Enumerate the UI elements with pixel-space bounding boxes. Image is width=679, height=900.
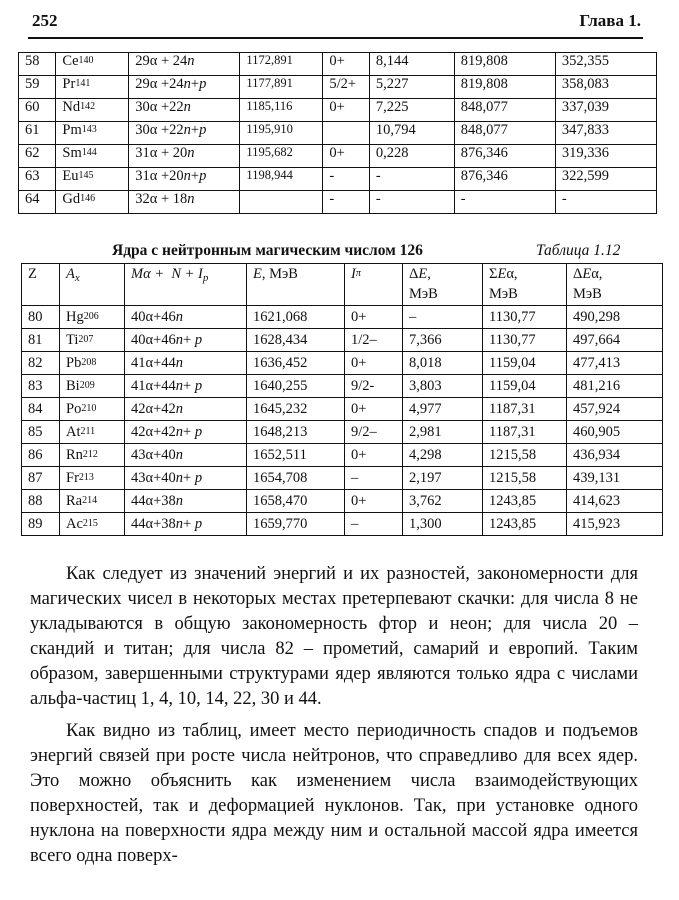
cell-sum-e-alpha: 819,808 [454, 53, 555, 76]
table-row [19, 76, 657, 99]
nuclei-table-continued [18, 52, 657, 214]
cell-energy: 1621,068 [247, 306, 345, 329]
cell-delta-e: 1,300 [403, 513, 483, 536]
cell-delta-e: 2,981 [403, 421, 483, 444]
cell-delta-e-alpha: 436,934 [567, 444, 663, 467]
cell-composition: 41α+44n+ p [125, 375, 247, 398]
cell-composition: 30α +22n+p [129, 122, 240, 145]
paragraph: Как следует из значений энергий и их разностей, закономерности для магических чисел в некоторых местах претерпевают скачки: для числа 8 не укладываются в общую закономерность фтор и неон; для числа 20 – скандий и титан; для числа 82 – прометий, самарий и европий. Таким образом, завершенными структурами ядер являются только ядра с числами альфа-частиц 1, 4, 10, 14, 22, 30 и 44. [30, 564, 638, 709]
table-row [22, 352, 663, 375]
cell-spin: 0+ [345, 490, 403, 513]
cell-z: 83 [22, 375, 60, 398]
cell-sum-e-alpha: 1215,58 [483, 467, 567, 490]
cell-energy: 1640,255 [247, 375, 345, 398]
cell-delta-e: 7,366 [403, 329, 483, 352]
cell-element [60, 421, 125, 444]
cell-composition: 32α + 18n [129, 191, 240, 214]
cell-composition: 29α +24n+p [129, 76, 240, 99]
table-caption-number: Таблица 1.12 [536, 242, 621, 259]
table-row [19, 168, 657, 191]
page-number: 252 [32, 11, 58, 30]
cell-z: 82 [22, 352, 60, 375]
cell-element [60, 398, 125, 421]
cell-z: 87 [22, 467, 60, 490]
cell-element [60, 375, 125, 398]
cell-delta-e-alpha: 322,599 [555, 168, 656, 191]
cell-spin: – [345, 467, 403, 490]
cell-sum-e-alpha: 848,077 [454, 122, 555, 145]
cell-spin: 1/2– [345, 329, 403, 352]
cell-z: 58 [19, 53, 56, 76]
table-row [22, 398, 663, 421]
cell-delta-e: 0,228 [369, 145, 454, 168]
cell-delta-e-alpha: 415,923 [567, 513, 663, 536]
magic-number-126-table [21, 263, 663, 536]
cell-energy: 1652,511 [247, 444, 345, 467]
cell-delta-e: 10,794 [369, 122, 454, 145]
mass-number: 206 [83, 311, 99, 322]
table-row [22, 513, 663, 536]
cell-energy: 1172,891 [240, 53, 323, 76]
cell-sum-e-alpha: - [454, 191, 555, 214]
cell-delta-e-alpha: 490,298 [567, 306, 663, 329]
header-ax: $A_x$ [60, 264, 125, 306]
cell-z: 84 [22, 398, 60, 421]
element-symbol: Ac [66, 516, 83, 532]
cell-element [56, 53, 129, 76]
cell-spin: 0+ [323, 99, 370, 122]
cell-sum-e-alpha: 1159,04 [483, 352, 567, 375]
cell-spin [323, 122, 370, 145]
cell-element [60, 352, 125, 375]
cell-z: 85 [22, 421, 60, 444]
cell-energy: 1195,682 [240, 145, 323, 168]
mass-number: 211 [80, 426, 96, 437]
cell-z: 81 [22, 329, 60, 352]
mass-number: 141 [75, 78, 91, 89]
cell-sum-e-alpha: 1159,04 [483, 375, 567, 398]
cell-element [60, 329, 125, 352]
table-row [22, 329, 663, 352]
cell-spin: 0+ [323, 145, 370, 168]
cell-z: 86 [22, 444, 60, 467]
cell-element [60, 490, 125, 513]
cell-delta-e-alpha: 460,905 [567, 421, 663, 444]
element-symbol: Pr [62, 76, 76, 92]
cell-delta-e: 2,197 [403, 467, 483, 490]
cell-composition: 43α+40n+ p [125, 467, 247, 490]
cell-delta-e: - [369, 168, 454, 191]
cell-spin: 0+ [345, 352, 403, 375]
cell-z: 80 [22, 306, 60, 329]
cell-sum-e-alpha: 876,346 [454, 145, 555, 168]
element-symbol: Sm [62, 145, 82, 161]
mass-number: 208 [81, 357, 97, 368]
cell-composition: 41α+44n [125, 352, 247, 375]
table-row [22, 306, 663, 329]
table-caption [112, 242, 621, 260]
cell-element [60, 513, 125, 536]
cell-element [56, 76, 129, 99]
cell-sum-e-alpha: 1187,31 [483, 398, 567, 421]
table-row [19, 53, 657, 76]
mass-number: 212 [82, 449, 98, 460]
mass-number: 145 [78, 170, 94, 181]
cell-energy: 1628,434 [247, 329, 345, 352]
element-symbol: Po [66, 401, 82, 417]
cell-energy: 1185,116 [240, 99, 323, 122]
element-symbol: Ti [66, 332, 79, 348]
element-symbol: Eu [62, 168, 79, 184]
cell-composition: 44α+38n [125, 490, 247, 513]
cell-sum-e-alpha: 1215,58 [483, 444, 567, 467]
element-symbol: Pb [66, 355, 82, 371]
element-symbol: Pm [62, 122, 82, 138]
table-row [22, 490, 663, 513]
cell-spin: 5/2+ [323, 76, 370, 99]
header-rule [28, 37, 643, 39]
cell-sum-e-alpha: 1243,85 [483, 490, 567, 513]
cell-delta-e-alpha: 477,413 [567, 352, 663, 375]
mass-number: 210 [81, 403, 97, 414]
cell-delta-e-alpha: 347,833 [555, 122, 656, 145]
cell-delta-e-alpha: 414,623 [567, 490, 663, 513]
cell-energy: 1198,944 [240, 168, 323, 191]
cell-spin: 0+ [323, 53, 370, 76]
mass-number: 207 [78, 334, 94, 345]
table-row [19, 145, 657, 168]
cell-element [60, 467, 125, 490]
cell-z: 62 [19, 145, 56, 168]
table-body [22, 264, 663, 536]
cell-delta-e: 8,018 [403, 352, 483, 375]
header-energy: E, МэВ [247, 264, 345, 306]
cell-composition: 29α + 24n [129, 53, 240, 76]
table-body [19, 53, 657, 214]
cell-spin: – [345, 513, 403, 536]
cell-z: 63 [19, 168, 56, 191]
cell-sum-e-alpha: 819,808 [454, 76, 555, 99]
cell-delta-e: 4,977 [403, 398, 483, 421]
cell-element [56, 122, 129, 145]
table-header-row [22, 264, 663, 306]
header-delta-e: ΔE, МэВ [403, 264, 483, 306]
cell-spin: 0+ [345, 398, 403, 421]
cell-delta-e-alpha: - [555, 191, 656, 214]
header-spin: $I^\pi$ [345, 264, 403, 306]
cell-delta-e: 5,227 [369, 76, 454, 99]
mass-number: 214 [82, 495, 98, 506]
cell-delta-e-alpha: 497,664 [567, 329, 663, 352]
cell-z: 89 [22, 513, 60, 536]
cell-composition: 31α +20n+p [129, 168, 240, 191]
cell-delta-e-alpha: 337,039 [555, 99, 656, 122]
element-symbol: Hg [66, 309, 84, 325]
cell-energy: 1659,770 [247, 513, 345, 536]
cell-sum-e-alpha: 1130,77 [483, 329, 567, 352]
mass-number: 213 [78, 472, 94, 483]
element-symbol: At [66, 424, 81, 440]
cell-energy: 1195,910 [240, 122, 323, 145]
cell-z: 60 [19, 99, 56, 122]
mass-number: 140 [78, 55, 94, 66]
cell-z: 59 [19, 76, 56, 99]
cell-spin: 0+ [345, 444, 403, 467]
cell-energy: 1654,708 [247, 467, 345, 490]
cell-sum-e-alpha: 1243,85 [483, 513, 567, 536]
mass-number: 142 [80, 101, 96, 112]
header-delta-e-alpha: ΔEα, МэВ [567, 264, 663, 306]
cell-z: 88 [22, 490, 60, 513]
mass-number: 143 [81, 124, 97, 135]
cell-spin: 0+ [345, 306, 403, 329]
cell-energy: 1658,470 [247, 490, 345, 513]
cell-composition: 42α+42n [125, 398, 247, 421]
table-row [19, 191, 657, 214]
header-sum-e-alpha: ΣEα, МэВ [483, 264, 567, 306]
element-symbol: Gd [62, 191, 81, 207]
cell-delta-e: 7,225 [369, 99, 454, 122]
cell-delta-e-alpha: 457,924 [567, 398, 663, 421]
cell-element [56, 191, 129, 214]
cell-composition: 44α+38n+ p [125, 513, 247, 536]
cell-energy: 1636,452 [247, 352, 345, 375]
cell-delta-e-alpha: 481,216 [567, 375, 663, 398]
element-symbol: Fr [66, 470, 79, 486]
cell-composition: 30α +22n [129, 99, 240, 122]
cell-sum-e-alpha: 1130,77 [483, 306, 567, 329]
element-symbol: Nd [62, 99, 81, 115]
cell-delta-e-alpha: 439,131 [567, 467, 663, 490]
mass-number: 144 [81, 147, 97, 158]
cell-energy [240, 191, 323, 214]
paragraph: Как видно из таблиц, имеет место периодичность спадов и подъемов энергий связей при росте числа нейтронов, что справедливо для всех ядер. Это можно объяснить как изменением числа взаимодействующих поверхностей, так и деформацией нуклонов. Так, при установке одного нуклона на поверхности ядра между ним и остальной массой ядра имеется всего одна поверх- [30, 721, 638, 866]
table-row [22, 467, 663, 490]
cell-energy: 1177,891 [240, 76, 323, 99]
cell-delta-e-alpha: 352,355 [555, 53, 656, 76]
table-caption-title: Ядра с нейтронным магическим числом 126 [112, 242, 423, 259]
cell-delta-e: 3,803 [403, 375, 483, 398]
cell-composition: 40α+46n [125, 306, 247, 329]
cell-spin: - [323, 191, 370, 214]
cell-element [60, 444, 125, 467]
table-row [19, 99, 657, 122]
cell-energy: 1648,213 [247, 421, 345, 444]
cell-element [56, 168, 129, 191]
cell-composition: 40α+46n+ p [125, 329, 247, 352]
table-row [22, 375, 663, 398]
table-row [22, 444, 663, 467]
element-symbol: Rn [66, 447, 83, 463]
cell-composition: 31α + 20n [129, 145, 240, 168]
cell-delta-e-alpha: 358,083 [555, 76, 656, 99]
cell-spin: 9/2– [345, 421, 403, 444]
cell-element [56, 145, 129, 168]
cell-spin: 9/2- [345, 375, 403, 398]
cell-composition: 42α+42n+ p [125, 421, 247, 444]
cell-spin: - [323, 168, 370, 191]
cell-z: 61 [19, 122, 56, 145]
element-symbol: Ra [66, 493, 83, 509]
cell-delta-e: - [369, 191, 454, 214]
chapter-title: Глава 1. [579, 11, 641, 30]
cell-delta-e: 4,298 [403, 444, 483, 467]
table-row [22, 421, 663, 444]
cell-element [56, 99, 129, 122]
cell-delta-e: 3,762 [403, 490, 483, 513]
element-symbol: Bi [66, 378, 80, 394]
cell-element [60, 306, 125, 329]
cell-composition: 43α+40n [125, 444, 247, 467]
cell-delta-e: 8,144 [369, 53, 454, 76]
table-row [19, 122, 657, 145]
mass-number: 146 [80, 193, 96, 204]
element-symbol: Ce [62, 53, 79, 69]
cell-energy: 1645,232 [247, 398, 345, 421]
body-text [30, 562, 638, 869]
cell-sum-e-alpha: 1187,31 [483, 421, 567, 444]
cell-sum-e-alpha: 876,346 [454, 168, 555, 191]
cell-delta-e: – [403, 306, 483, 329]
cell-z: 64 [19, 191, 56, 214]
cell-sum-e-alpha: 848,077 [454, 99, 555, 122]
mass-number: 215 [82, 518, 98, 529]
header-composition: $M\alpha + N + I_p$ [125, 264, 247, 306]
mass-number: 209 [79, 380, 95, 391]
cell-delta-e-alpha: 319,336 [555, 145, 656, 168]
header-z: Z [22, 264, 60, 306]
